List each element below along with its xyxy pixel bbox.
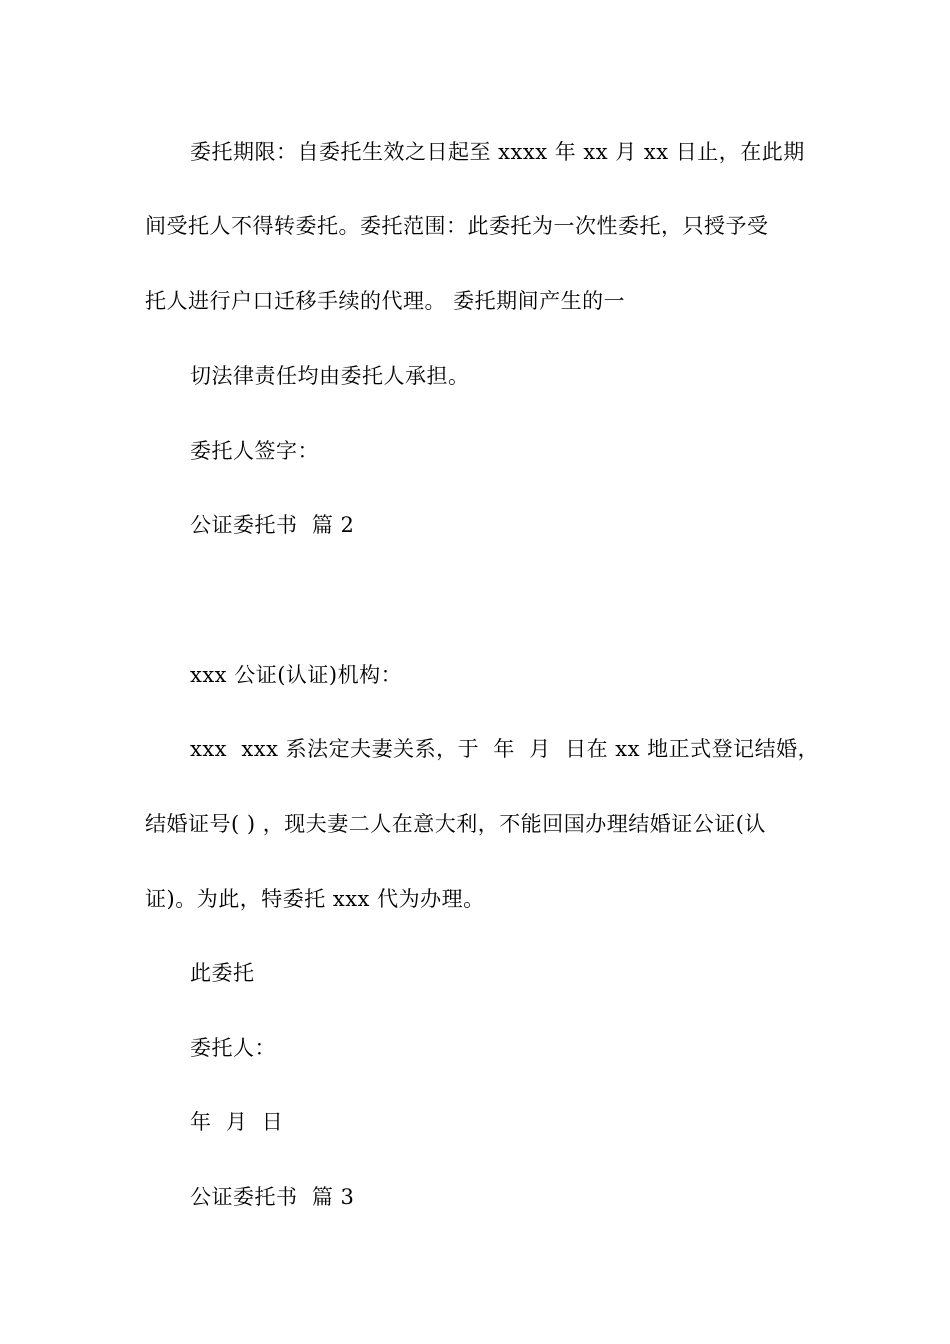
paragraph-1-line-2: 间受托人不得转委托。委托范围：此委托为一次性委托，只授予受 [145, 214, 769, 238]
addressee-line: xxx 公证(认证)机构： [190, 663, 403, 687]
date-line: 年 月 日 [190, 1110, 284, 1134]
paragraph-3-line-1: xxx xxx 系法定夫妻关系，于 年 月 日在 xx 地正式登记结婚， [190, 737, 820, 761]
principal-line: 委托人： [190, 1036, 276, 1060]
paragraph-3-line-3: 证)。为此，特委托 xxx 代为办理。 [145, 887, 485, 911]
section-heading-3: 公证委托书 篇 3 [190, 1185, 355, 1209]
signature-line: 委托人签字： [190, 439, 319, 463]
paragraph-3-line-2: 结婚证号( ) ，现夫妻二人在意大利，不能回国办理结婚证公证(认 [145, 812, 766, 836]
paragraph-1-line-3: 托人进行户口迁移手续的代理。 委托期间产生的一 [145, 289, 626, 313]
paragraph-1-line-1: 委托期限：自委托生效之日起至 xxxx 年 xx 月 xx 日止，在此期 [190, 140, 805, 164]
closing-line: 此委托 [190, 961, 255, 985]
paragraph-2: 切法律责任均由委托人承担。 [190, 364, 470, 388]
section-heading-2: 公证委托书 篇 2 [190, 513, 355, 537]
